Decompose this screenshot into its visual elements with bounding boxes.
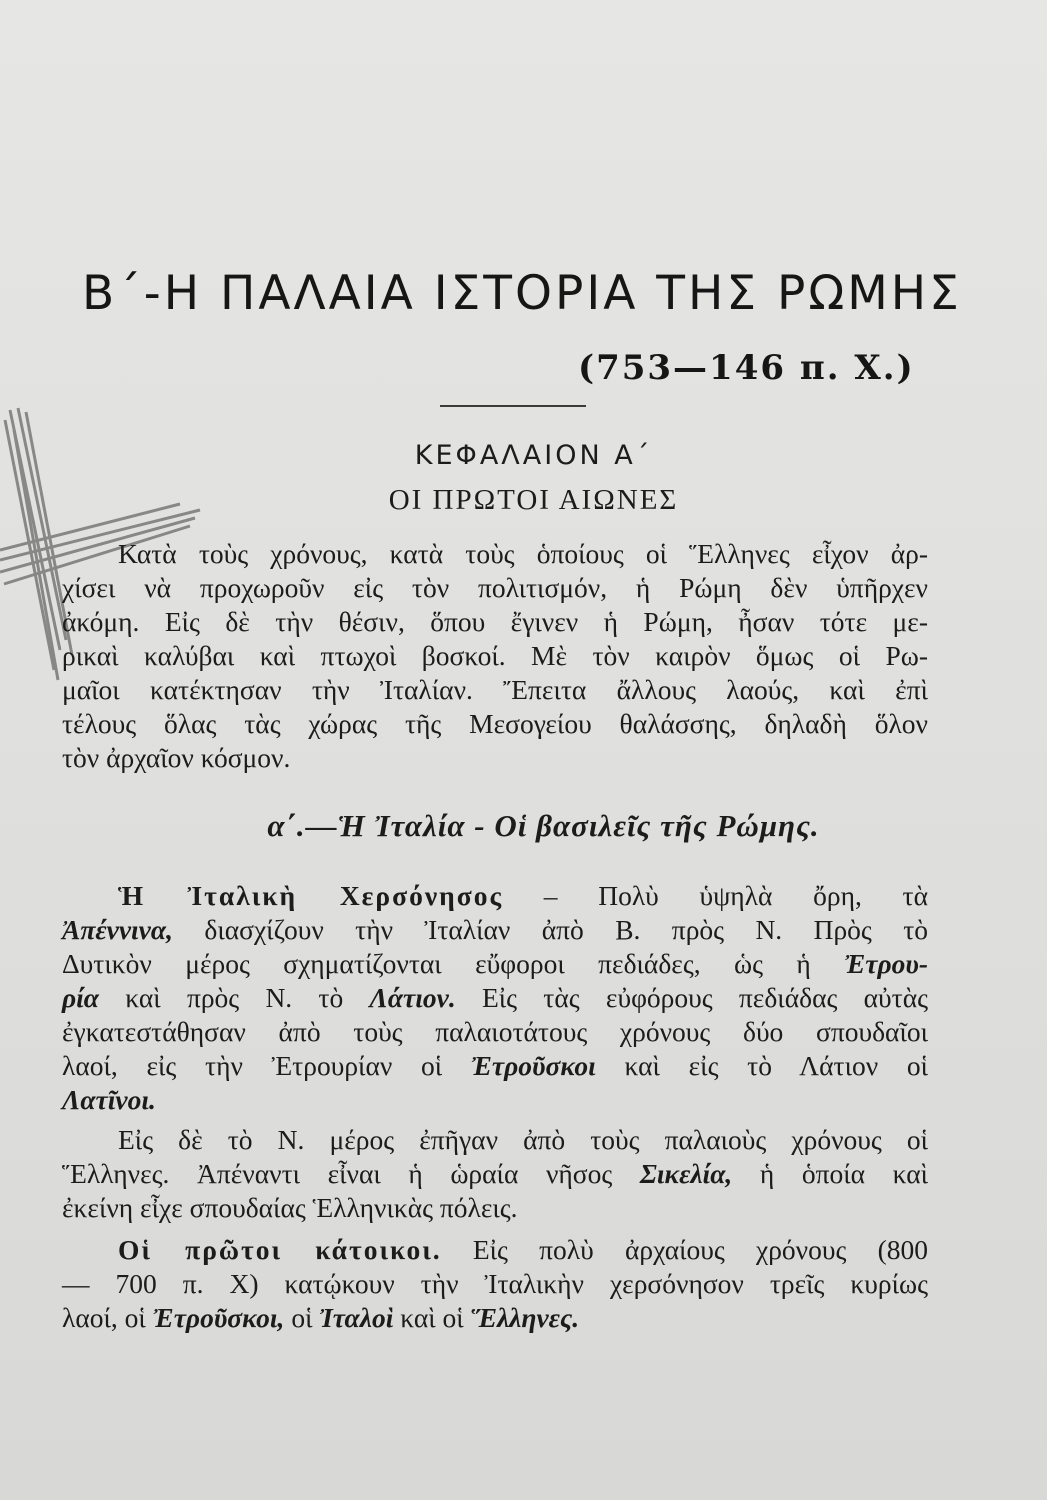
section-heading: α΄.—Ἡ Ἰταλία - Οἱ βασιλεῖς τῆς Ρώμης. xyxy=(267,808,820,843)
text-line: ρία καὶ πρὸς Ν. τὸ Λάτιον. Εἰς τὰς εὐφόρους πεδιάδας αὐτὰς xyxy=(62,982,928,1013)
chapter-label: ΚΕΦΑΛΑΙΟΝ Α΄ xyxy=(414,440,653,471)
date-range: (753—146 π. Χ.) xyxy=(578,348,915,388)
text-line: ἐκείνη εἶχε σπουδαίας Ἑλληνικὰς πόλεις. xyxy=(62,1192,518,1223)
text-line: Ἕλληνες. Ἀπέναντι εἶναι ἡ ὡραία νῆσος Σικελία, ἡ ὁποία καὶ xyxy=(62,1158,929,1189)
text-line: ἀκόμη. Εἰς δὲ τὴν θέσιν, ὅπου ἔγινεν ἡ Ρώμη, ἦσαν τότε με- xyxy=(62,606,928,637)
text-line: τὸν ἀρχαῖον κόσμον. xyxy=(62,742,291,773)
emphasis: ρία xyxy=(62,982,100,1013)
text-line: λαοί, εἰς τὴν Ἐτρουρίαν οἱ Ἐτροῦσκοι καὶ εἰς τὸ Λάτιον οἱ xyxy=(62,1050,929,1081)
emphasis: Λάτιον. xyxy=(369,982,456,1013)
emphasis: Λατῖνοι. xyxy=(62,1084,156,1115)
emphasis: Ἕλληνες. xyxy=(470,1302,580,1333)
text-line: ρικαὶ καλύβαι καὶ πτωχοὶ βοσκοί. Μὲ τὸν καιρὸν ὅμως οἱ Ρω- xyxy=(62,640,928,671)
text-line: ἐγκατεστάθησαν ἀπὸ τοὺς παλαιοτάτους χρόνους δύο σπουδαῖοι xyxy=(62,1016,928,1047)
text-line: Οἱ πρῶτοι κάτοικοι. Εἰς πολὺ ἀρχαίους χρόνους (800 xyxy=(118,1234,929,1265)
text-line: Ἡ Ἰταλικὴ Χερσόνησος – Πολὺ ὑψηλὰ ὄρη, τὰ xyxy=(118,880,929,911)
text-line xyxy=(62,1084,928,1116)
emphasis: Ἀπέννινα, xyxy=(62,914,173,945)
text-line: μαῖοι κατέκτησαν τὴν Ἰταλίαν. Ἔπειτα ἄλλους λαούς, καὶ ἐπὶ xyxy=(62,674,928,705)
emphasis: Σικελία, xyxy=(639,1158,733,1189)
book-part-title: Β΄-Η ΠΑΛΑΙΑ ΙΣΤΟΡΙΑ ΤΗΣ ΡΩΜΗΣ xyxy=(82,266,962,321)
text-line: χίσει νὰ προχωροῦν εἰς τὸν πολιτισμόν, ἡ Ρώμη δὲν ὑπῆρχεν xyxy=(62,572,928,603)
subheading: Ἡ Ἰταλικὴ Χερσόνησος xyxy=(118,880,504,911)
chapter-title: ΟΙ ΠΡΩΤΟΙ ΑΙΩΝΕΣ xyxy=(388,484,679,516)
text-line: Κατὰ τοὺς χρόνους, κατὰ τοὺς ὁποίους οἱ Ἕλληνες εἶχον ἀρ- xyxy=(118,538,928,569)
divider xyxy=(440,405,586,407)
text-line: Ἀπέννινα, διασχίζουν τὴν Ἰταλίαν ἀπὸ Β. πρὸς Ν. Πρὸς τὸ xyxy=(62,914,928,945)
text-line: Εἰς δὲ τὸ Ν. μέρος ἐπῆγαν ἀπὸ τοὺς παλαιοὺς χρόνους οἱ xyxy=(118,1124,928,1155)
text-line: — 700 π. Χ) κατῴκουν τὴν Ἰταλικὴν χερσόνησον τρεῖς κυρίως xyxy=(62,1268,928,1299)
emphasis: Ἐτροῦσκοι xyxy=(470,1050,596,1081)
text-line: τέλους ὅλας τὰς χώρας τῆς Μεσογείου θαλάσσης, δηλαδὴ ὅλον xyxy=(62,708,928,739)
emphasis: Ἐτροῦσκοι, xyxy=(152,1302,285,1333)
emphasis: Ἰταλοὶ xyxy=(319,1302,394,1333)
subheading: Οἱ πρῶτοι κάτοικοι. xyxy=(118,1234,442,1265)
text-line: λαοί, οἱ Ἐτροῦσκοι, οἱ Ἰταλοὶ καὶ οἱ Ἕλληνες. xyxy=(62,1302,580,1333)
text-line: Δυτικὸν μέρος σχηματίζονται εὔφοροι πεδιάδες, ὡς ἡ Ἐτρου- xyxy=(62,948,928,979)
emphasis: Ἐτρου- xyxy=(844,948,928,979)
